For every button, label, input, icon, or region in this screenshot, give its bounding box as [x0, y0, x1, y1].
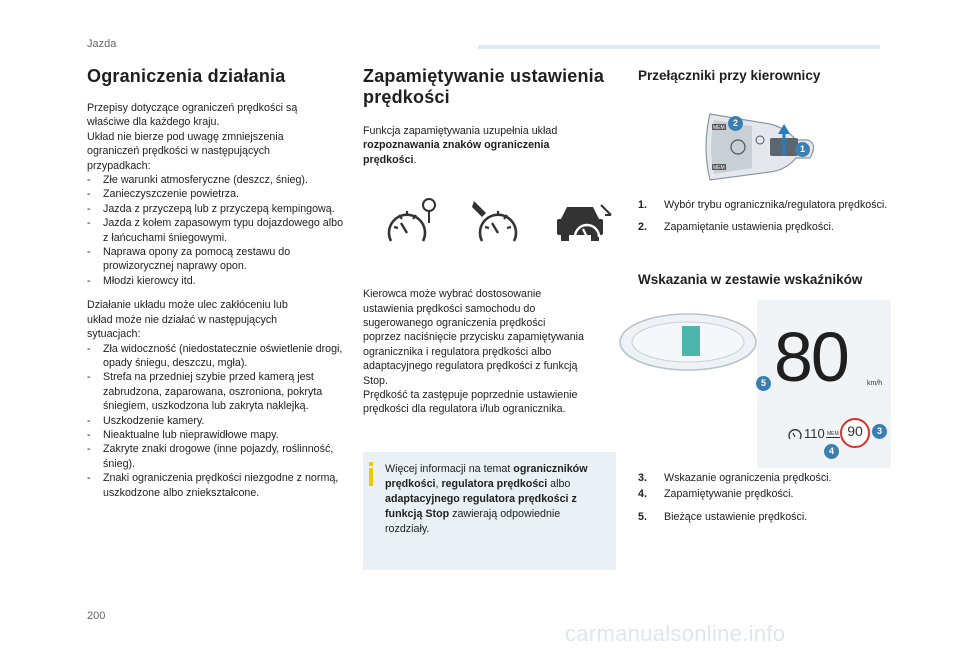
- list-item: [638, 510, 888, 524]
- list-item: - Złe warunki atmosferyczne (deszcz, śnieg).: [87, 173, 345, 187]
- title-line: prędkości: [363, 87, 450, 107]
- column-controls: [638, 66, 888, 83]
- list-item: [638, 220, 888, 234]
- speedometer-pin-icon: [383, 197, 441, 247]
- text-line: przypadkach:: [87, 159, 151, 172]
- info-marker-dot: [369, 462, 373, 466]
- disruption-list: [87, 342, 345, 500]
- memorization-title: [363, 66, 619, 108]
- item-number: 1.: [638, 199, 647, 211]
- text-line: Przepisy dotyczące ograniczeń prędkości są: [87, 102, 298, 114]
- item-text: Wybór trybu ogranicznika/regulatora prędkości.: [664, 199, 888, 211]
- text-run: Więcej informacji na temat: [385, 463, 514, 475]
- memorization-body: [363, 287, 619, 417]
- text-line: Stop.: [363, 374, 388, 387]
- limiter-icon: [788, 428, 802, 440]
- text-line: poprzez naciśnięcie przycisku zapamiętywania: [363, 331, 584, 344]
- text-run-bold: regulatora prędkości: [441, 478, 548, 490]
- speed-icons-row: [383, 197, 615, 247]
- title-line: Zapamiętywanie ustawienia: [363, 66, 605, 86]
- page-number: 200: [87, 610, 106, 622]
- cluster-left-display: [616, 308, 766, 378]
- item-number: 3.: [638, 472, 647, 484]
- text-line: ogranicznika i regulatora prędkości albo: [363, 345, 552, 358]
- disruption-intro: [87, 298, 345, 341]
- list-item: [638, 471, 888, 485]
- text-run: zawierają odpowiednie rozdziały.: [385, 508, 561, 535]
- car-speed-icon: [553, 197, 615, 247]
- text-line: sugerowanego ograniczenia prędkości: [363, 317, 546, 330]
- watermark: carmanualsonline.info: [565, 621, 786, 646]
- text-run-bold: adaptacyjnego regulatora prędkości z funkcją Stop: [385, 493, 577, 520]
- list-item: - Strefa na przedniej szybie przed kamerą jest zabrudzona, zaparowana, oszroniona, pokryta śniegiem, uszkodzona lub zakryta naklejką.: [87, 370, 345, 413]
- stalk-mem-top: MEM: [713, 125, 725, 131]
- callout-badge-4: 4: [824, 444, 839, 459]
- text-line: Układ nie bierze pod uwagę zmniejszenia: [87, 130, 284, 143]
- list-item: - Zanieczyszczenie powietrza.: [87, 187, 345, 201]
- controls-list: [638, 198, 888, 235]
- text-run: Funkcja zapamiętywania uzupełnia układ: [363, 125, 558, 137]
- text-line: sytuacjach:: [87, 328, 141, 341]
- speed-unit: km/h: [867, 380, 883, 387]
- controls-title: Przełączniki przy kierownicy: [638, 68, 821, 83]
- list-item: - Naprawa opony za pomocą zestawu do prowizorycznej naprawy opon.: [87, 245, 345, 274]
- callout-badge-5: 5: [756, 376, 771, 391]
- list-item: [638, 487, 888, 501]
- info-marker-bar: [369, 468, 373, 486]
- memorization-intro: [363, 124, 619, 167]
- text-line: układ może nie działać w następujących: [87, 313, 278, 326]
- item-number: 2.: [638, 221, 647, 234]
- text-line: ustawienia prędkości samochodu do: [363, 302, 536, 315]
- info-text: [385, 462, 607, 537]
- cluster-title: Wskazania w zestawie wskaźników: [638, 272, 863, 287]
- item-text: Zapamiętanie ustawienia prędkości.: [664, 221, 834, 234]
- speedometer-hand-icon: [468, 197, 526, 247]
- stalk-mem-bottom: MEM: [713, 165, 725, 171]
- item-number: 4.: [638, 488, 647, 501]
- callout-badge-2: 2: [728, 116, 743, 131]
- text-run: .: [413, 153, 417, 166]
- limitations-list: [87, 173, 345, 288]
- list-item: - Jazda z przyczepą lub z przyczepą kempingową.: [87, 202, 345, 216]
- header-bar: [478, 45, 880, 49]
- list-item: - Znaki ograniczenia prędkości niezgodne z normą, uszkodzone albo zniekształcone.: [87, 471, 345, 500]
- text-line: Prędkość ta zastępuje poprzednie ustawienie: [363, 389, 578, 402]
- text-run: albo: [547, 478, 571, 490]
- list-item: - Nieaktualne lub nieprawidłowe mapy.: [87, 428, 345, 442]
- text-line: właściwe dla każdego kraju.: [87, 116, 220, 129]
- text-line: adaptacyjnego regulatora prędkości z funkcją: [363, 360, 578, 373]
- limitations-title: Ograniczenia działania: [87, 66, 286, 86]
- current-speed: 80: [774, 318, 848, 396]
- cluster-list: [638, 471, 888, 524]
- item-text: Bieżące ustawienie prędkości.: [664, 510, 808, 523]
- memorized-speed: 110: [804, 426, 825, 441]
- list-item: - Jazda z kołem zapasowym typu dojazdowego albo z łańcuchami śniegowymi.: [87, 216, 345, 245]
- list-item: - Zła widoczność (niedostatecznie oświetlenie drogi, opady śniegu, deszczu, mgła).: [87, 342, 345, 371]
- info-box: [363, 452, 616, 570]
- list-item: [638, 198, 888, 212]
- callout-badge-3: 3: [872, 424, 887, 439]
- cluster-illustration: [612, 300, 894, 468]
- callout-badge-1: 1: [795, 142, 810, 157]
- limitations-intro: [87, 101, 345, 173]
- column-limitations: [87, 66, 345, 500]
- item-number: 5.: [638, 510, 647, 523]
- list-item: - Młodzi kierowcy itd.: [87, 274, 345, 288]
- text-line: ograniczeń prędkości w następujących: [87, 145, 270, 158]
- text-line: prędkości dla regulatora i/lub ogranicznika.: [363, 403, 566, 416]
- column-memorization: [363, 66, 619, 417]
- list-item: - Uszkodzenie kamery.: [87, 414, 345, 428]
- text-line: Działanie układu może ulec zakłóceniu lub: [87, 299, 288, 312]
- steering-stalk-illustration: [700, 110, 830, 182]
- section-label: Jazda: [87, 38, 117, 50]
- text-run-bold: ograniczników prędkości: [385, 463, 588, 490]
- text-run-bold: rozpoznawania znaków ograniczenia: [363, 139, 550, 152]
- speed-limit-value: 90: [847, 423, 863, 439]
- item-text: Wskazanie ograniczenia prędkości.: [664, 472, 832, 484]
- text-run-bold: prędkości: [363, 153, 414, 166]
- item-text: Zapamiętywanie prędkości.: [664, 488, 794, 501]
- mem-label: MEM: [827, 431, 839, 437]
- list-item: - Zakryte znaki drogowe (inne pojazdy, roślinność, śnieg).: [87, 442, 345, 471]
- text-run: ,: [435, 478, 442, 490]
- text-line: Kierowca może wybrać dostosowanie: [363, 288, 542, 301]
